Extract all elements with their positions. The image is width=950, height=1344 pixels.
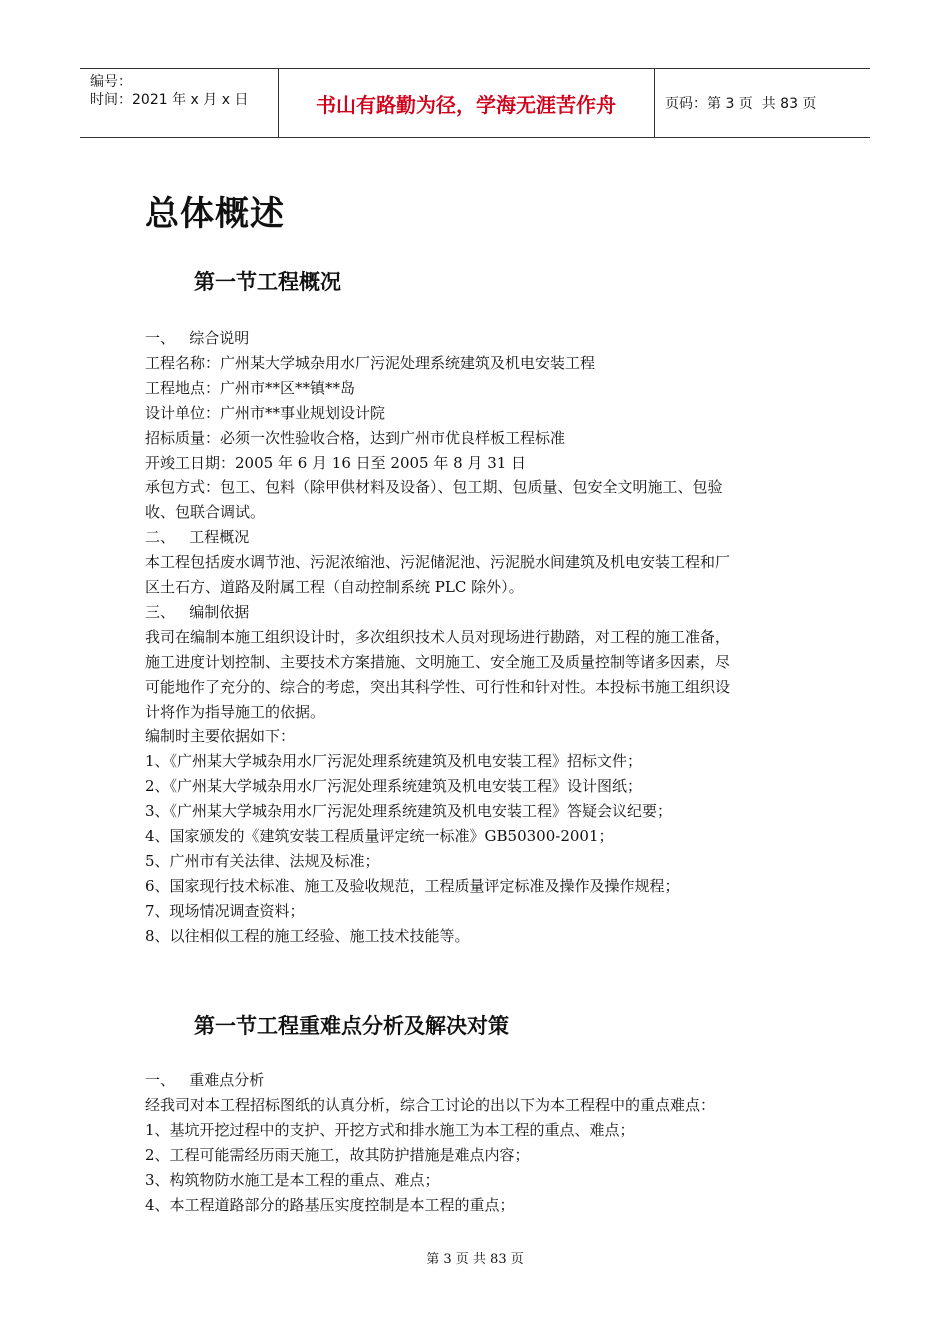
text-line: 区土石方、道路及附属工程（自动控制系统 PLC 除外）。	[145, 578, 524, 596]
text-line: 我司在编制本施工组织设计时，多次组织技术人员对现场进行勘踏，对工程的施工准备，	[145, 627, 731, 646]
text-line: 工程名称：广州某大学城杂用水厂污泥处理系统建筑及机电安装工程	[145, 353, 596, 372]
text-line: 3、《广州某大学城杂用水厂污泥处理系统建筑及机电安装工程》答疑会议纪要；	[145, 802, 673, 821]
header-meta	[80, 69, 279, 137]
text-line: 可能地作了充分的、综合的考虑，突出其科学性、可行性和针对性。本投标书施工组织设	[145, 677, 731, 696]
text-line: 6、国家现行技术标准、施工及验收规范，工程质量评定标准及操作及操作规程；	[145, 876, 680, 895]
time-label: 时间：2021 年 x 月 x 日	[90, 92, 249, 108]
text-line: 5、广州市有关法律、法规及标准；	[145, 851, 380, 870]
header-page-info: 页码：第 3 页 共 83 页	[665, 96, 817, 112]
page-header	[80, 68, 870, 138]
text-line: 计将作为指导施工的依据。	[145, 702, 326, 721]
text-line: 施工进度计划控制、主要技术方案措施、文明施工、安全施工及质量控制等诸多因素，尽	[145, 652, 731, 671]
text-line: 经我司对本工程招标图纸的认真分析，综合工讨论的出以下为本工程程中的重点难点：	[145, 1095, 716, 1114]
text-line: 4、国家颁发的《建筑安装工程质量评定统一标准》GB50300-2001；	[145, 827, 614, 845]
text-line: 收、包联合调试。	[145, 503, 266, 522]
text-line: 二、 工程概况	[145, 528, 250, 547]
text-line: 开竣工日期：2005 年 6 月 16 日至 2005 年 8 月 31 日	[145, 453, 527, 472]
text-line: 承包方式：包工、包料（除甲供材料及设备）、包工期、包质量、包安全文明施工、包验	[145, 478, 723, 497]
document-title: 总体概述	[145, 194, 285, 234]
number-label: 编号：	[90, 74, 132, 90]
text-line: 4、本工程道路部分的路基压实度控制是本工程的重点；	[145, 1195, 515, 1214]
text-line: 1、基坑开挖过程中的支护、开挖方式和排水施工为本工程的重点、难点；	[145, 1120, 635, 1139]
section-heading-difficulties: 第一节工程重难点分析及解决对策	[194, 1014, 509, 1038]
page-footer: 第 3 页 共 83 页	[426, 1252, 524, 1267]
text-line: 2、《广州某大学城杂用水厂污泥处理系统建筑及机电安装工程》设计图纸；	[145, 777, 643, 796]
section-heading-overview: 第一节工程概况	[194, 270, 341, 294]
text-line: 工程地点：广州市**区**镇**岛	[145, 378, 356, 397]
text-line: 7、现场情况调查资料；	[145, 901, 305, 920]
text-line: 三、 编制依据	[145, 602, 250, 621]
text-line: 招标质量：必须一次性验收合格，达到广州市优良样板工程标准	[145, 428, 566, 447]
text-line: 编制时主要依据如下：	[145, 727, 296, 746]
text-line: 一、 重难点分析	[145, 1071, 265, 1089]
text-line: 8、以往相似工程的施工经验、施工技术技能等。	[145, 926, 470, 945]
text-line: 1、《广州某大学城杂用水厂污泥处理系统建筑及机电安装工程》招标文件；	[145, 752, 643, 771]
text-line: 本工程包括废水调节池、污泥浓缩池、污泥储泥池、污泥脱水间建筑及机电安装工程和厂	[145, 553, 731, 572]
text-line: 3、构筑物防水施工是本工程的重点、难点；	[145, 1170, 440, 1189]
text-line: 设计单位：广州市**事业规划设计院	[145, 403, 386, 422]
text-line: 2、工程可能需经历雨天施工，故其防护措施是难点内容；	[145, 1145, 530, 1164]
text-line: 一、 综合说明	[145, 329, 250, 347]
header-motto: 书山有路勤为径，学海无涯苦作舟	[278, 69, 655, 137]
